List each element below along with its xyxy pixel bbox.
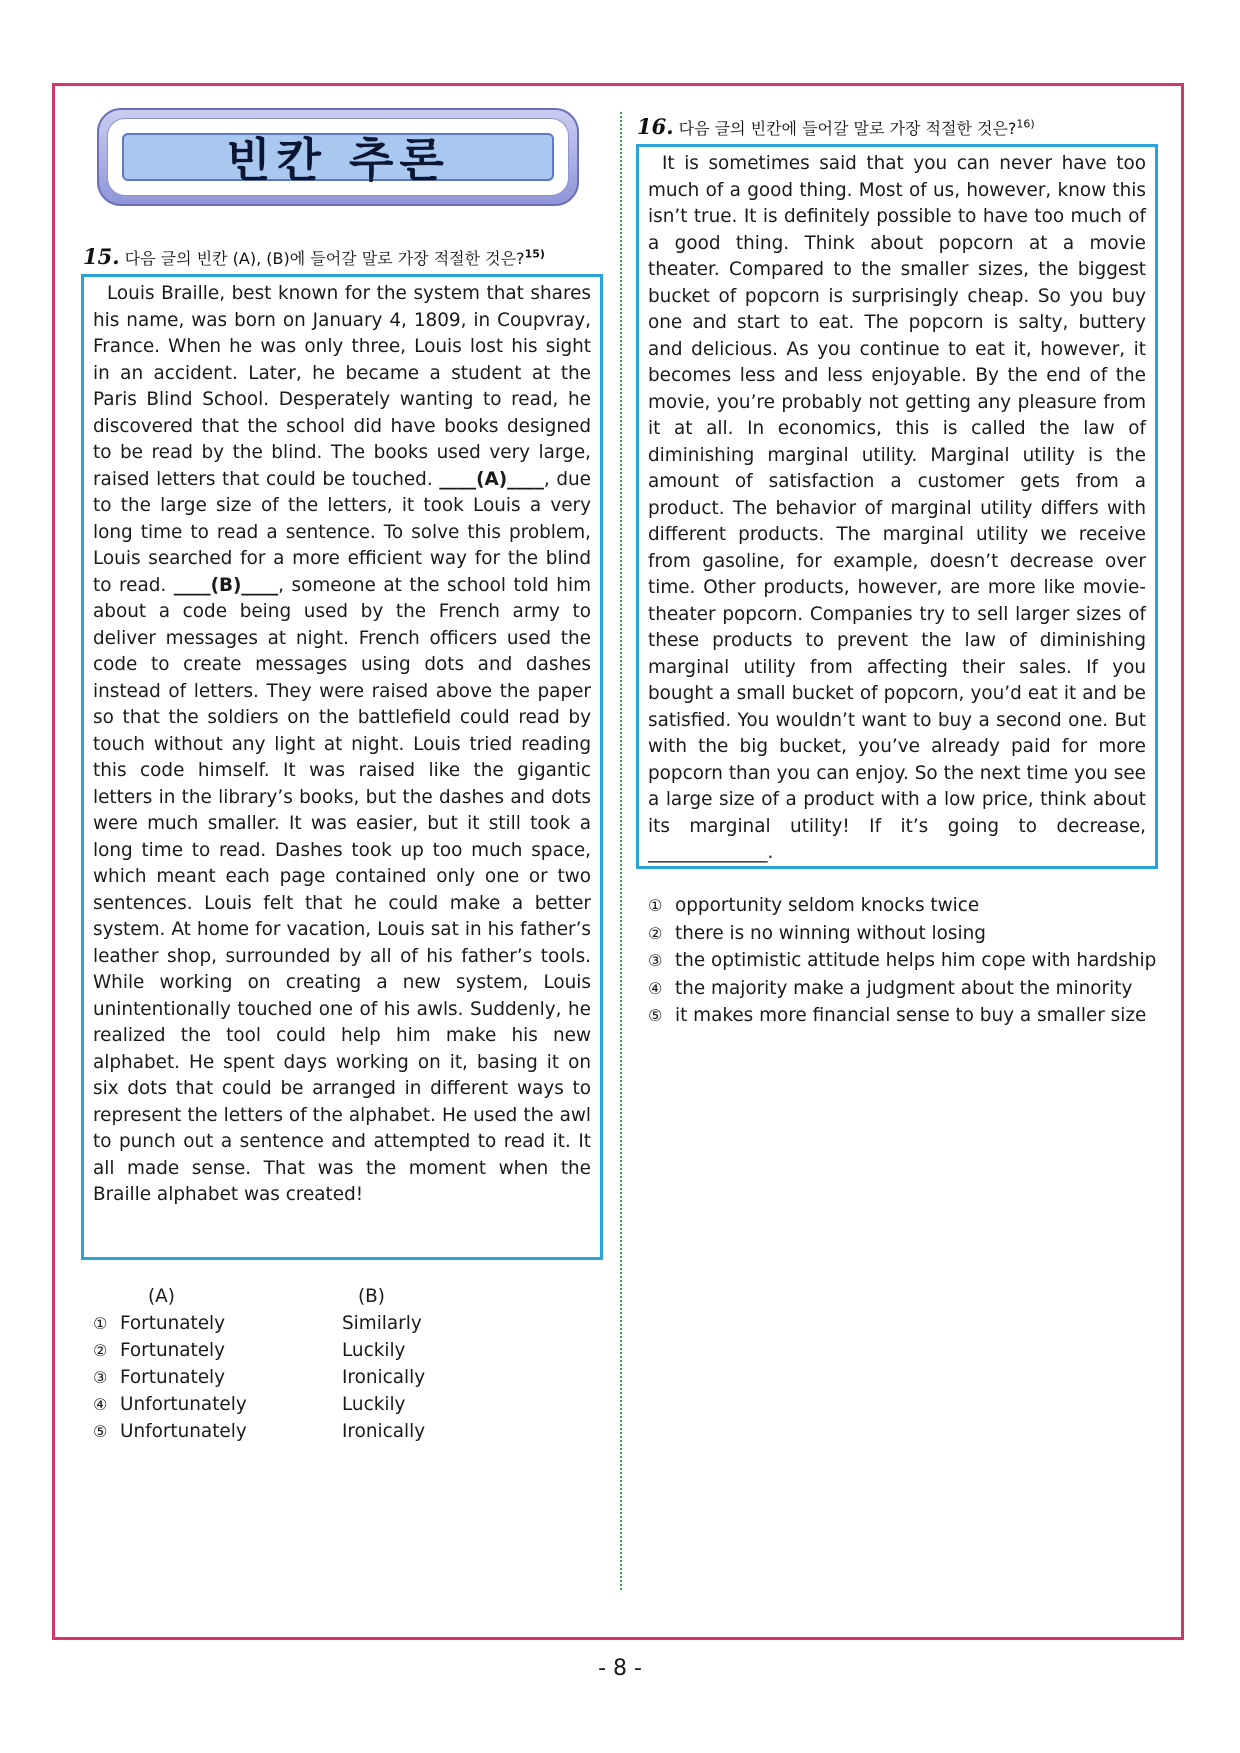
choice-text: the optimistic attitude helps him cope with hardship xyxy=(675,950,1157,971)
choice-b: Similarly xyxy=(342,1313,422,1334)
column-divider xyxy=(620,112,622,1590)
title-banner-frame xyxy=(107,118,569,196)
choice-text: it makes more financial sense to buy a smaller size xyxy=(675,1005,1147,1026)
q15-header-a: (A) xyxy=(148,1286,175,1307)
q15-source-mark: 15) xyxy=(524,247,545,261)
choice-number: ③ xyxy=(93,1368,108,1387)
choice-a: Fortunately xyxy=(120,1313,226,1334)
choice-number: ⑤ xyxy=(648,1006,663,1025)
q15-choice-4[interactable] xyxy=(93,1391,513,1418)
q16-number: 16. xyxy=(637,114,674,139)
choice-b: Luckily xyxy=(342,1340,406,1361)
q16-prompt: 다음 글의 빈칸에 들어갈 말로 가장 적절한 것은? xyxy=(678,119,1017,138)
choice-text: there is no winning without losing xyxy=(675,922,986,944)
q16-choice-4[interactable] xyxy=(648,976,1158,1003)
choice-number: ③ xyxy=(648,951,663,970)
q16-choice-2[interactable] xyxy=(648,921,1158,948)
q15-header xyxy=(83,244,545,269)
choice-b: Ironically xyxy=(342,1367,426,1388)
title-banner-inner xyxy=(122,133,554,187)
choice-b: Ironically xyxy=(342,1421,426,1442)
section-title: 빈칸 추론 xyxy=(226,133,450,187)
choice-number: ② xyxy=(93,1341,108,1360)
q15-choice-5[interactable] xyxy=(93,1418,513,1445)
choice-number: ⑤ xyxy=(93,1422,108,1441)
page-number: - 8 - xyxy=(598,1656,642,1681)
section-title-banner xyxy=(97,108,579,206)
q16-header xyxy=(637,114,1035,139)
q15-choice-3[interactable] xyxy=(93,1364,513,1391)
choice-text: the majority make a judgment about the minority xyxy=(675,977,1133,999)
q15-passage-part2: , due to the large size of the letters, it took Louis a very long time to read a sentence. To solve this problem, Louis searched for a more efficient way for the blind to read. xyxy=(93,468,591,596)
q15-passage-part1: Louis Braille, best known for the system that shares his name, was born on January 4, 1809, in Coupvray, France. When he was only three, Louis lost his sight in an accident. Later, he became a student at the Paris Blind School. Desperately wanting to read, he discovered that the school did have books designed to be read by the blind. The books used very large, raised letters that could be touched. xyxy=(93,283,591,490)
q15-choices xyxy=(93,1283,513,1445)
choice-a: Fortunately xyxy=(120,1367,226,1388)
q15-header-b: (B) xyxy=(358,1286,385,1307)
choice-number: ② xyxy=(648,923,663,943)
q15-passage-part3: , someone at the school told him about a code being used by the French army to deliver messages at night. French officers used the code to create messages using dots and dashes instead of letters. They were raised above the paper so that the soldiers on the battlefield could read by touch without any light at night. Louis tried reading this code himself. It was raised like the gigantic letters in the library’s books, but the dashes and dots were much smaller. It was easier, but it still took a long time to read. Dashes took up too much space, which meant each page contained only one or two sentences. Louis felt that he could make a better system. At home for vacation, Louis sat in his father’s leather shop, surrounded by all of his father’s tools. While working on creating a new system, Louis unintentionally touched one of his awls. Suddenly, he realized the tool could help him make his new alphabet. He spent days working on it, basing it on six dots that could be arranged in different ways to represent the letters of the alphabet. He used the awl to punch out a sentence and attempted to read it. It all made sense. That was the moment when the Braille alphabet was created! xyxy=(93,574,591,1205)
q15-passage xyxy=(93,281,591,1209)
q15-blank-b: ____(B)____ xyxy=(173,574,279,596)
q16-choices xyxy=(648,893,1158,1031)
q16-choice-5[interactable] xyxy=(648,1003,1158,1030)
choice-number: ④ xyxy=(93,1395,108,1414)
choice-number: ④ xyxy=(648,978,663,998)
choice-text: opportunity seldom knocks twice xyxy=(675,895,980,916)
choice-number: ① xyxy=(648,896,663,915)
q15-passage-box xyxy=(81,274,603,1260)
choice-a: Fortunately xyxy=(120,1340,226,1361)
choice-number: ① xyxy=(93,1314,108,1333)
choice-a: Unfortunately xyxy=(120,1421,247,1442)
choice-a: Unfortunately xyxy=(120,1394,247,1415)
choice-b: Luckily xyxy=(342,1394,406,1415)
q16-passage: It is sometimes said that you can never have too much of a good thing. Most of us, however, know this isn’t true. It is definitely possible to have too much of a good thing. Think about popcorn at a movie theater. Compared to the smaller sizes, the biggest bucket of popcorn is surprisingly cheap. So you buy one and start to eat. The popcorn is salty, buttery and delicious. As you continue to eat it, however, it becomes less and less enjoyable. By the end of the movie, you’re probably not getting any pleasure from it at all. In economics, this is called the law of diminishing marginal utility. Marginal utility is the amount of satisfaction a customer gets from a product. The behavior of marginal utility differs with different products. The marginal utility we receive from gasoline, for example, doesn’t decrease over time. Other products, however, are more like movie-theater popcorn. Companies try to sell larger sizes of these products to prevent the law of diminishing marginal utility from affecting their sales. If you bought a small bucket of popcorn, you’d eat it and be satisfied. You wouldn’t want to buy a second one. But with the big bucket, you’ve already paid for more popcorn than you can enjoy. So the next time you see a large size of a product with a low price, think about its marginal utility! If it’s going to decrease, _____________. xyxy=(648,153,1146,863)
q16-choice-1[interactable] xyxy=(648,893,1158,920)
q15-prompt: 다음 글의 빈칸 (A), (B)에 들어갈 말로 가장 적절한 것은? xyxy=(124,249,525,268)
q16-passage-box xyxy=(636,144,1158,869)
q15-number: 15. xyxy=(83,244,120,269)
q15-choice-2[interactable] xyxy=(93,1337,513,1364)
q16-source-mark: 16) xyxy=(1016,117,1035,131)
q15-blank-a: ____(A)____ xyxy=(439,468,544,490)
q15-choice-1[interactable] xyxy=(93,1310,513,1337)
q15-choice-header xyxy=(93,1283,513,1310)
q16-choice-3[interactable] xyxy=(648,948,1158,975)
